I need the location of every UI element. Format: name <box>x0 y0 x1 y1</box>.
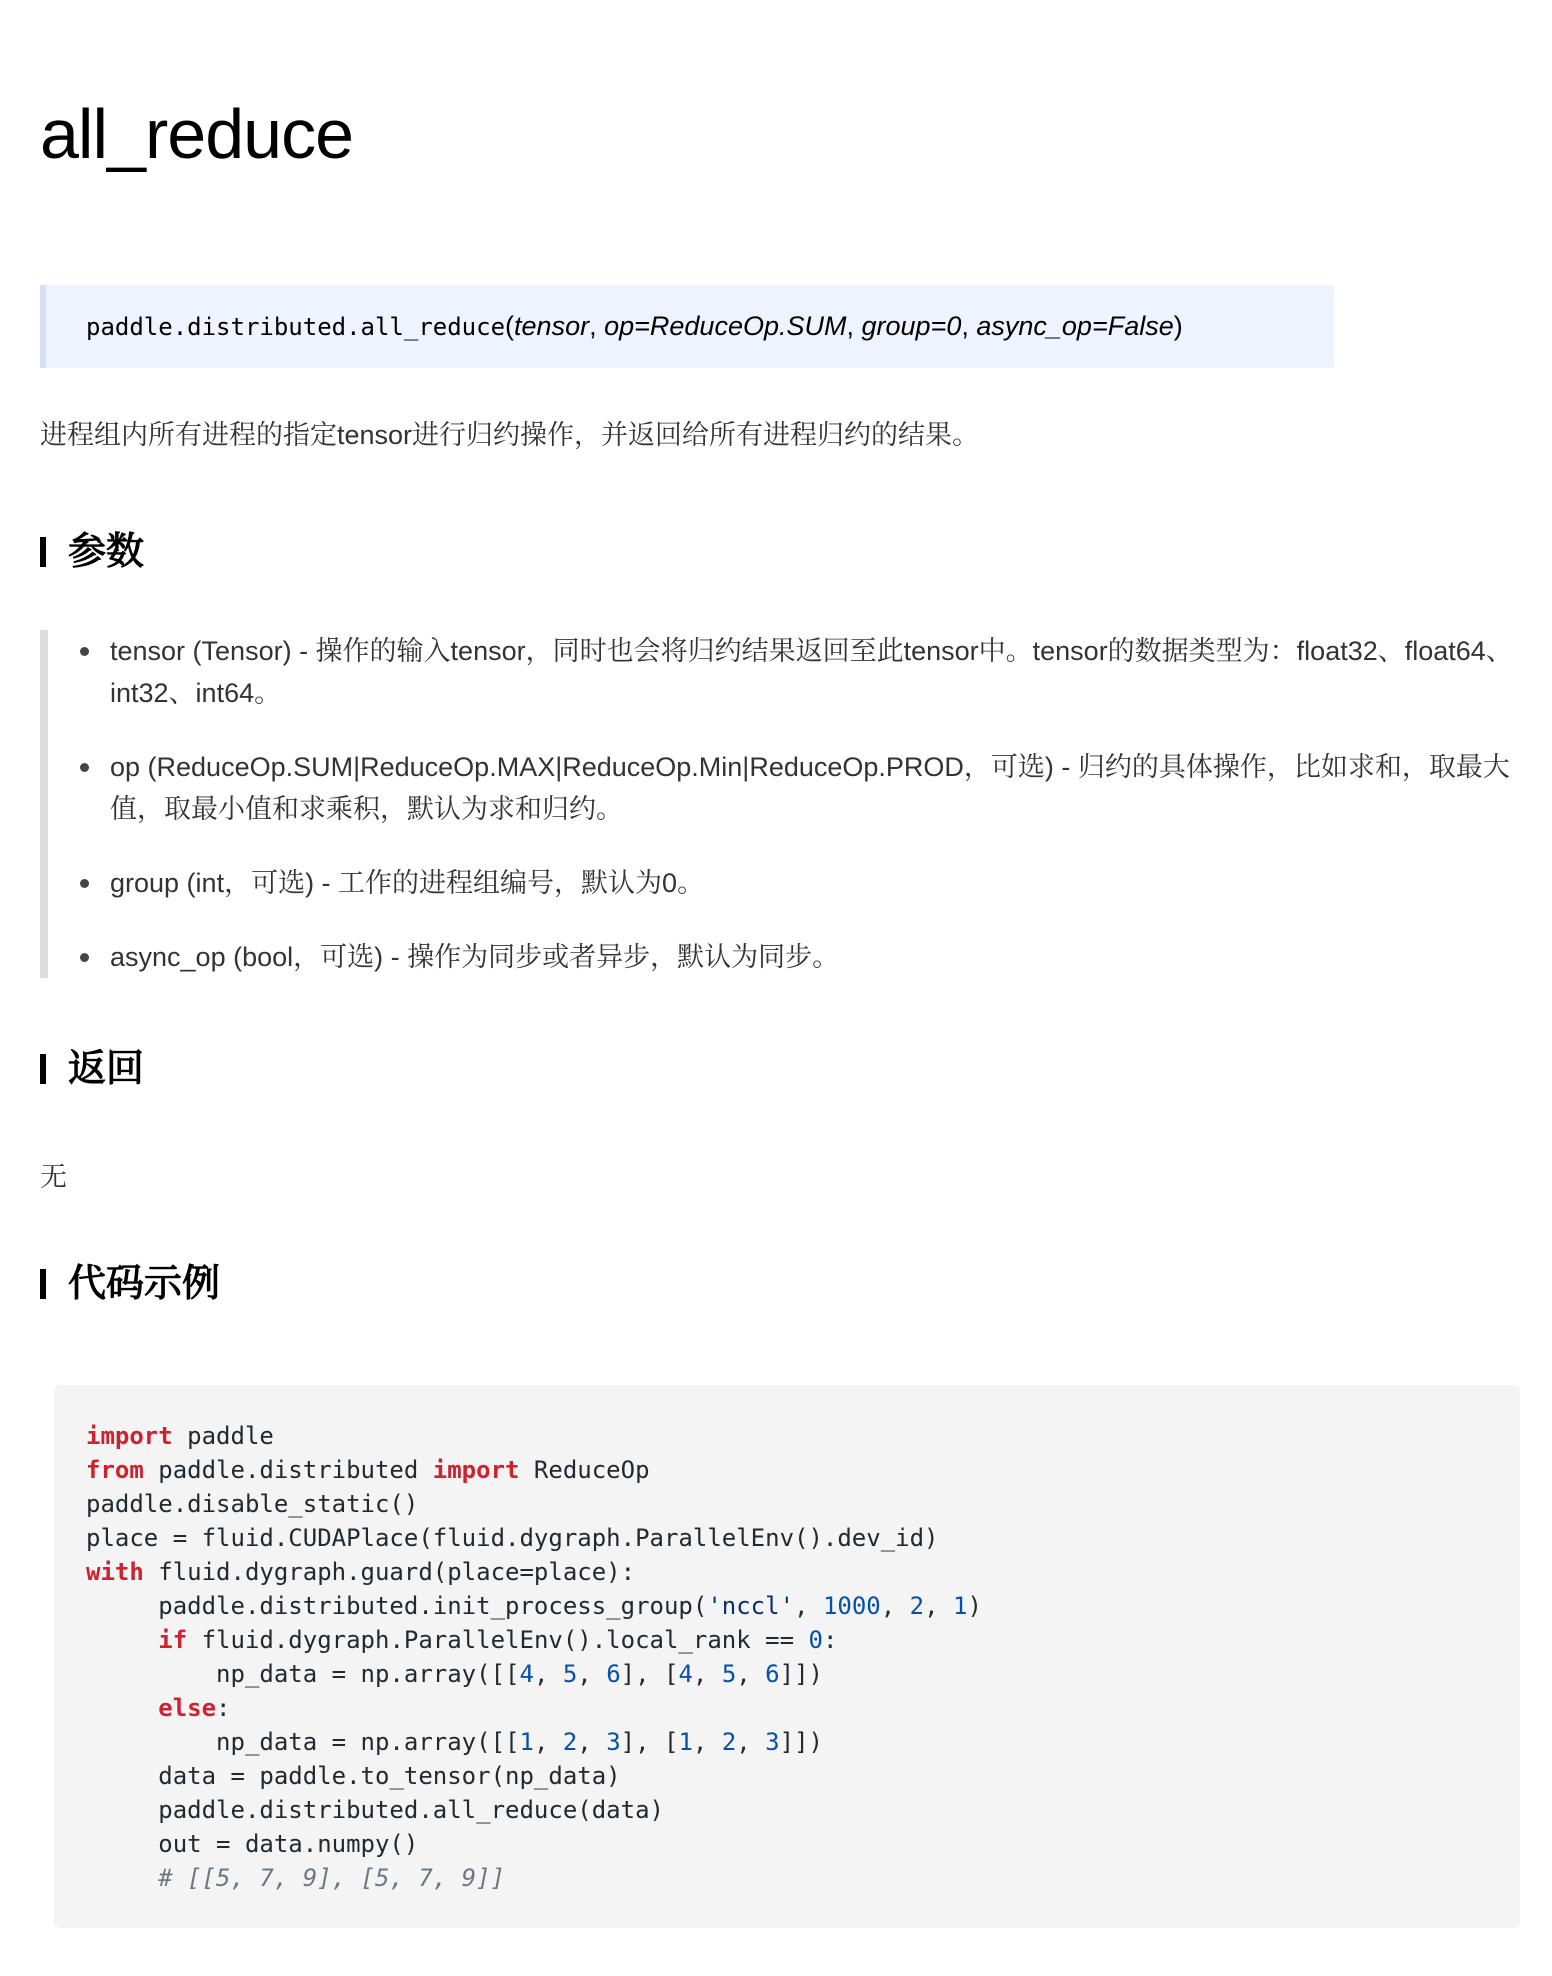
code-line: np_data = np.array([[4, 5, 6], [4, 5, 6]]) <box>86 1660 823 1688</box>
param-item: tensor (Tensor) - 操作的输入tensor，同时也会将归约结果返回至此tensor中。tensor的数据类型为：float32、float64、int32、int64。 <box>110 630 1520 714</box>
heading-bar <box>40 1269 46 1299</box>
example-heading-text: 代码示例 <box>68 1263 221 1305</box>
param-item: group (int，可选) - 工作的进程组编号，默认为0。 <box>110 862 1520 904</box>
heading-bar <box>40 1054 46 1084</box>
code-line: out = data.numpy() <box>86 1830 419 1858</box>
code-line: paddle.distributed.init_process_group('nccl', 1000, 2, 1) <box>86 1592 982 1620</box>
heading-bar <box>40 537 46 567</box>
signature-separator: , <box>589 311 605 341</box>
returns-heading-text: 返回 <box>68 1048 145 1090</box>
signature-function-name: paddle.distributed.all_reduce <box>86 312 506 341</box>
api-description: 进程组内所有进程的指定tensor进行归约操作，并返回给所有进程归约的结果。 <box>40 420 980 450</box>
code-line: place = fluid.CUDAPlace(fluid.dygraph.ParallelEnv().dev_id) <box>86 1524 939 1552</box>
code-line: with fluid.dygraph.guard(place=place): <box>86 1558 636 1586</box>
code-line: # [[5, 7, 9], [5, 7, 9]] <box>158 1864 506 1892</box>
params-heading <box>40 527 144 577</box>
code-line: np_data = np.array([[1, 2, 3], [1, 2, 3]]) <box>86 1728 823 1756</box>
signature-param: async_op=False <box>976 311 1174 341</box>
code-example-block[interactable] <box>54 1385 1520 1928</box>
param-item: op (ReduceOp.SUM|ReduceOp.MAX|ReduceOp.Min|ReduceOp.PROD，可选) - 归约的具体操作，比如求和，取最大值，取最小值和求乘积，默认为求和归约。 <box>110 746 1520 830</box>
params-list <box>110 630 1520 978</box>
code-line: from paddle.distributed import ReduceOp <box>86 1456 650 1484</box>
signature-separator: , <box>846 311 862 341</box>
signature-param: group=0 <box>861 311 962 341</box>
code-line: paddle.distributed.all_reduce(data) <box>86 1796 664 1824</box>
returns-heading <box>40 1044 144 1094</box>
signature-open-paren: ( <box>505 311 515 341</box>
signature-param: tensor <box>514 311 590 341</box>
api-signature <box>40 285 1334 368</box>
code-line: paddle.disable_static() <box>86 1490 419 1518</box>
signature-params <box>514 311 1174 342</box>
signature-separator: , <box>961 311 977 341</box>
returns-text: 无 <box>40 1162 67 1192</box>
signature-close-paren: ) <box>1173 311 1183 341</box>
example-heading <box>40 1259 220 1309</box>
code-line: import paddle <box>86 1422 274 1450</box>
code-line: else: <box>158 1694 231 1722</box>
params-list-block <box>40 630 1520 978</box>
page-title: all_reduce <box>40 95 353 173</box>
param-item: async_op (bool，可选) - 操作为同步或者异步，默认为同步。 <box>110 936 1520 978</box>
code-example[interactable] <box>86 1419 1520 1895</box>
code-line: if fluid.dygraph.ParallelEnv().local_rank == 0: <box>158 1626 838 1654</box>
code-line: data = paddle.to_tensor(np_data) <box>86 1762 621 1790</box>
signature-param: op=ReduceOp.SUM <box>604 311 847 341</box>
params-heading-text: 参数 <box>68 531 145 573</box>
